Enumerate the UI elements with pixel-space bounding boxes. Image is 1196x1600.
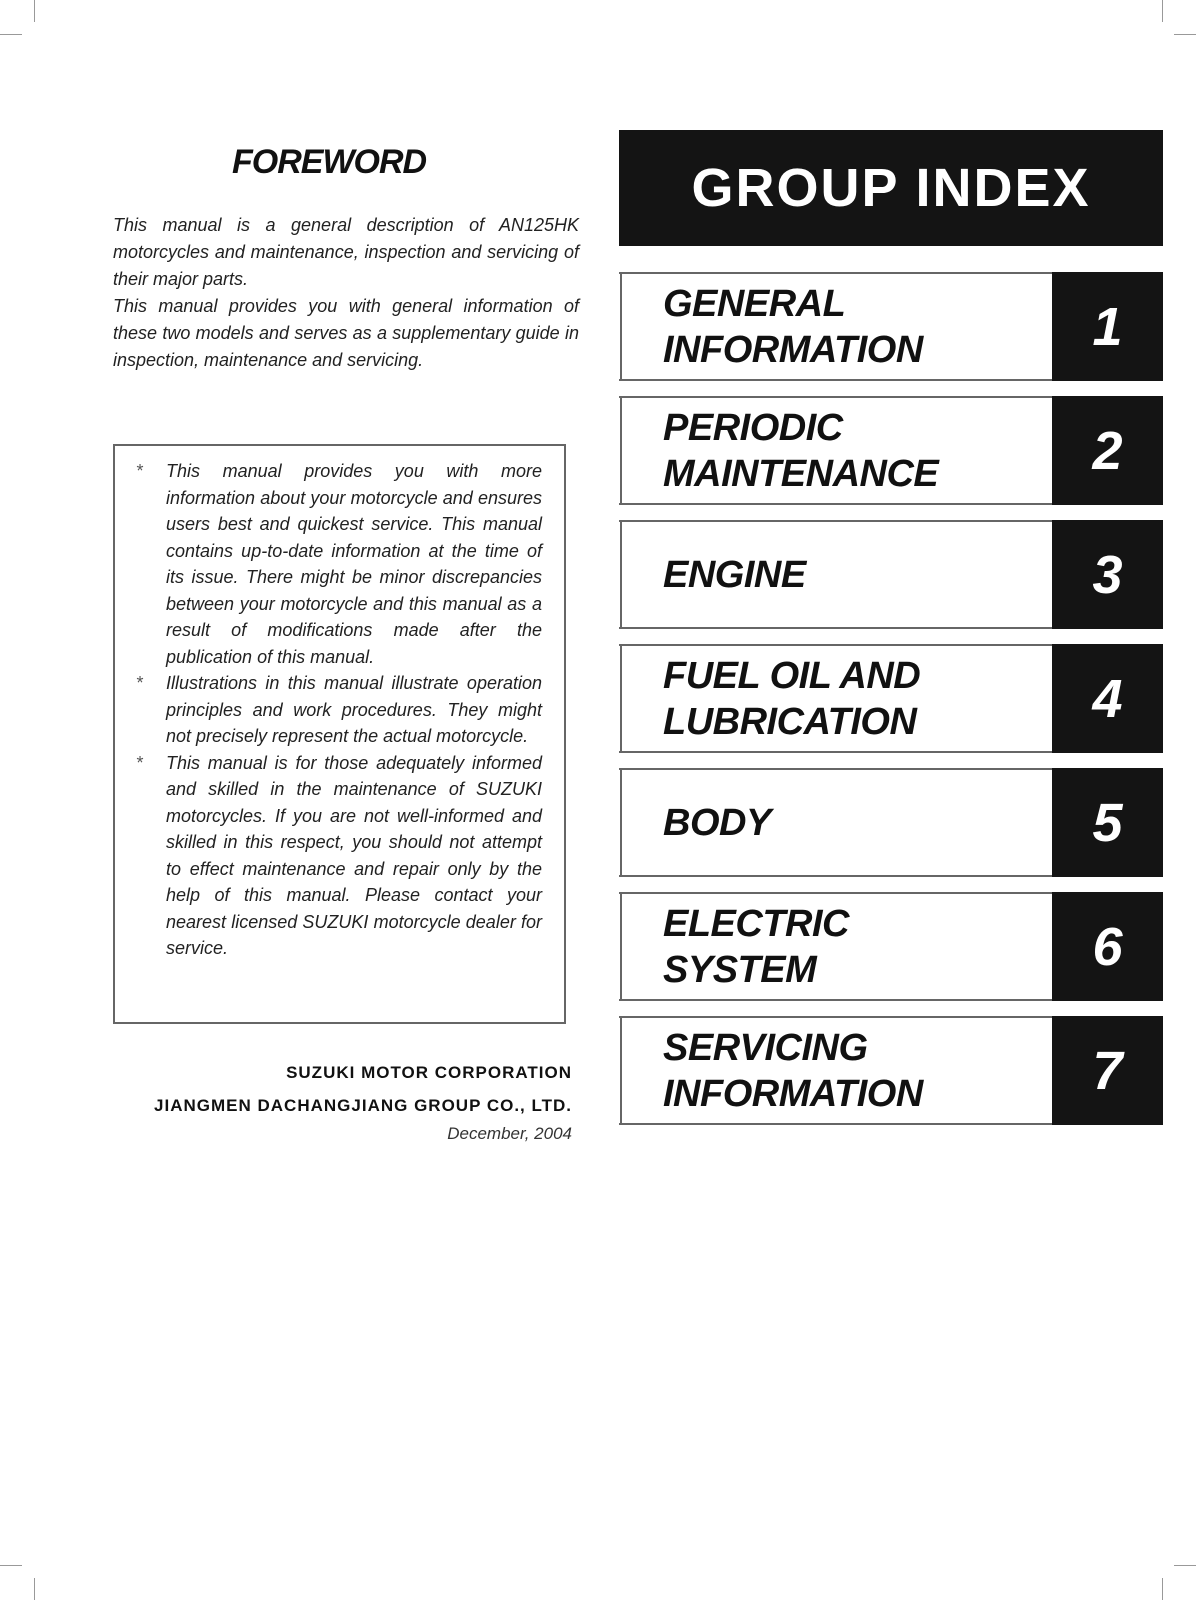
crop-mark — [0, 1565, 22, 1566]
group-item-label — [620, 522, 1052, 627]
group-item-servicing-information[interactable] — [619, 1016, 1163, 1125]
label-line: BODY — [663, 801, 771, 844]
label-line: ELECTRIC — [663, 902, 849, 945]
crop-mark — [1174, 34, 1196, 35]
label-line: FUEL OIL AND — [663, 654, 921, 697]
group-item-label — [620, 274, 1052, 379]
crop-mark — [34, 1578, 35, 1600]
label-line: PERIODIC — [663, 406, 843, 449]
publisher-name: SUZUKI MOTOR CORPORATION — [286, 1063, 572, 1082]
notice-item-3 — [129, 750, 542, 962]
group-item-electric-system[interactable] — [619, 892, 1163, 1001]
group-item-fuel-oil-lubrication[interactable] — [619, 644, 1163, 753]
group-number: 3 — [1052, 520, 1163, 629]
label-line: ENGINE — [663, 553, 806, 596]
group-item-general-information[interactable] — [619, 272, 1163, 381]
group-item-label — [620, 770, 1052, 875]
publisher-name: JIANGMEN DACHANGJIANG GROUP CO., LTD. — [154, 1096, 572, 1115]
foreword-title: FOREWORD — [232, 143, 427, 181]
group-item-label — [620, 894, 1052, 999]
publisher-block — [154, 1056, 572, 1146]
label-line: GENERAL — [663, 282, 846, 325]
group-number: 1 — [1052, 272, 1163, 381]
notice-item-2 — [129, 670, 542, 750]
intro-paragraph-2: This manual provides you with general information of these two models and serves as a supplementary guide in inspection, maintenance and servicing. — [113, 296, 579, 370]
group-number: 7 — [1052, 1016, 1163, 1125]
asterisk-icon: * — [136, 461, 144, 481]
notice-text: Illustrations in this manual illustrate operation principles and work procedures. They might not precisely represent the actual motorcycle. — [166, 673, 542, 746]
group-item-label — [620, 398, 1052, 503]
label-line: SERVICING — [663, 1026, 868, 1069]
label-line: LUBRICATION — [663, 700, 917, 743]
group-item-label — [620, 646, 1052, 751]
asterisk-icon: * — [136, 752, 144, 773]
foreword-intro — [113, 212, 579, 374]
group-item-label — [620, 1018, 1052, 1123]
label-line: MAINTENANCE — [663, 452, 939, 495]
notice-box — [113, 444, 566, 1024]
group-number: 2 — [1052, 396, 1163, 505]
crop-mark — [1162, 0, 1163, 22]
group-item-body[interactable] — [619, 768, 1163, 877]
group-index-title: GROUP INDEX — [619, 130, 1163, 246]
crop-mark — [34, 0, 35, 22]
group-number: 4 — [1052, 644, 1163, 753]
group-item-periodic-maintenance[interactable] — [619, 396, 1163, 505]
notice-text: This manual provides you with more information about your motorcycle and ensures users best and quickest service. This manual contains up-to-date information at the time of its issue. There might be minor discrepancies between your motorcycle and this manual as a result of modifications made after the publication of this manual. — [166, 461, 542, 667]
crop-mark — [1162, 1578, 1163, 1600]
notice-item-1 — [129, 458, 542, 670]
label-line: INFORMATION — [663, 328, 923, 371]
notice-list — [129, 458, 542, 962]
group-number: 5 — [1052, 768, 1163, 877]
label-line: INFORMATION — [663, 1072, 923, 1115]
group-number: 6 — [1052, 892, 1163, 1001]
asterisk-icon: * — [136, 673, 144, 693]
label-line: SYSTEM — [663, 948, 817, 991]
publication-date: December, 2004 — [447, 1124, 572, 1143]
intro-paragraph-1: This manual is a general description of AN125HK motorcycles and maintenance, inspection and servicing of their major parts. — [113, 215, 579, 289]
notice-text: This manual is for those adequately informed and skilled in the maintenance of SUZUKI motorcycles. If you are not well-informed and skilled in this respect, you should not attempt to effect maintenance and repair only by the help of this manual. Please contact your nearest licensed SUZUKI motorcycle dealer for service. — [166, 752, 542, 958]
group-item-engine[interactable] — [619, 520, 1163, 629]
crop-mark — [0, 34, 22, 35]
crop-mark — [1174, 1565, 1196, 1566]
